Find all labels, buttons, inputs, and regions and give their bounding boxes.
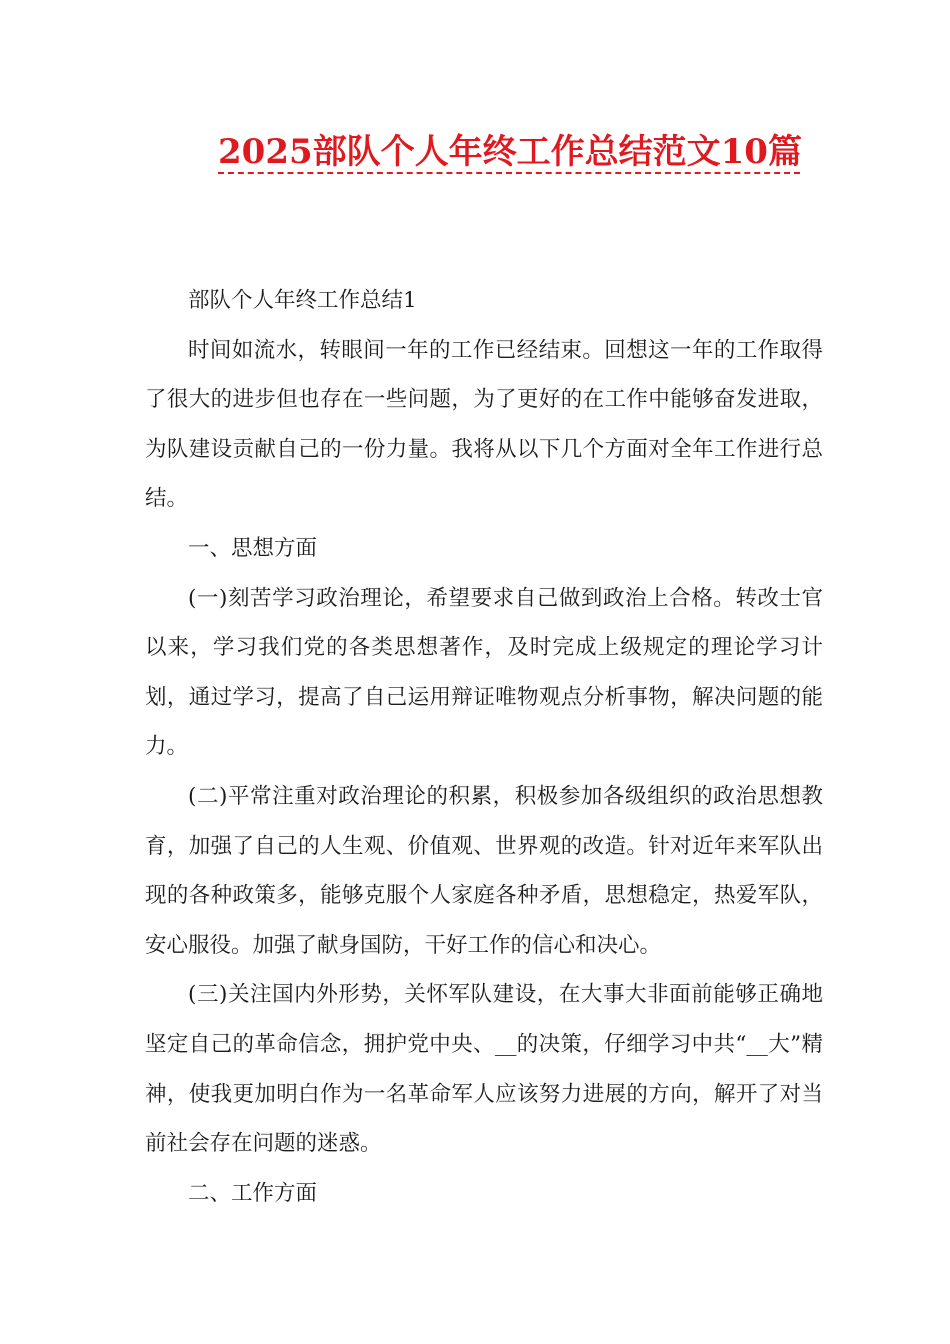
section-heading-work: 二、工作方面 bbox=[188, 1180, 318, 1206]
section-heading-thought: 一、思想方面 bbox=[188, 535, 318, 561]
paragraph-thought-3: (三)关注国内外形势，关怀军队建设，在大事大非面前能够正确地坚定自己的革命信念，拥护党中央、__的决策，仔细学习中共“__大”精神，使我更加明白作为一名革命军人应该努力进展的方向，解开了对当前社会存在问题的迷惑。 bbox=[145, 982, 823, 1157]
paragraph-thought-2: (二)平常注重对政治理论的积累，积极参加各级组织的政治思想教育，加强了自己的人生观、价值观、世界观的改造。针对近年来军队出现的各种政策多，能够克服个人家庭各种矛盾，思想稳定，热爱军队，安心服役。加强了献身国防，干好工作的信心和决心。 bbox=[145, 783, 823, 958]
title-underline bbox=[218, 172, 800, 174]
paragraph-thought-1: (一)刻苦学习政治理论，希望要求自己做到政治上合格。转改士官以来，学习我们党的各类思想著作，及时完成上级规定的理论学习计划，通过学习，提高了自己运用辩证唯物观点分析事物，解决问题的能力。 bbox=[145, 585, 823, 760]
document-title: 2025部队个人年终工作总结范文10篇 bbox=[218, 132, 802, 172]
paragraph-intro: 时间如流水，转眼间一年的工作已经结束。回想这一年的工作取得了很大的进步但也存在一些问题，为了更好的在工作中能够奋发进取，为队建设贡献自己的一份力量。我将从以下几个方面对全年工作进行总结。 bbox=[145, 337, 823, 512]
document-body bbox=[145, 276, 823, 1218]
section-heading-1: 部队个人年终工作总结1 bbox=[188, 288, 417, 313]
